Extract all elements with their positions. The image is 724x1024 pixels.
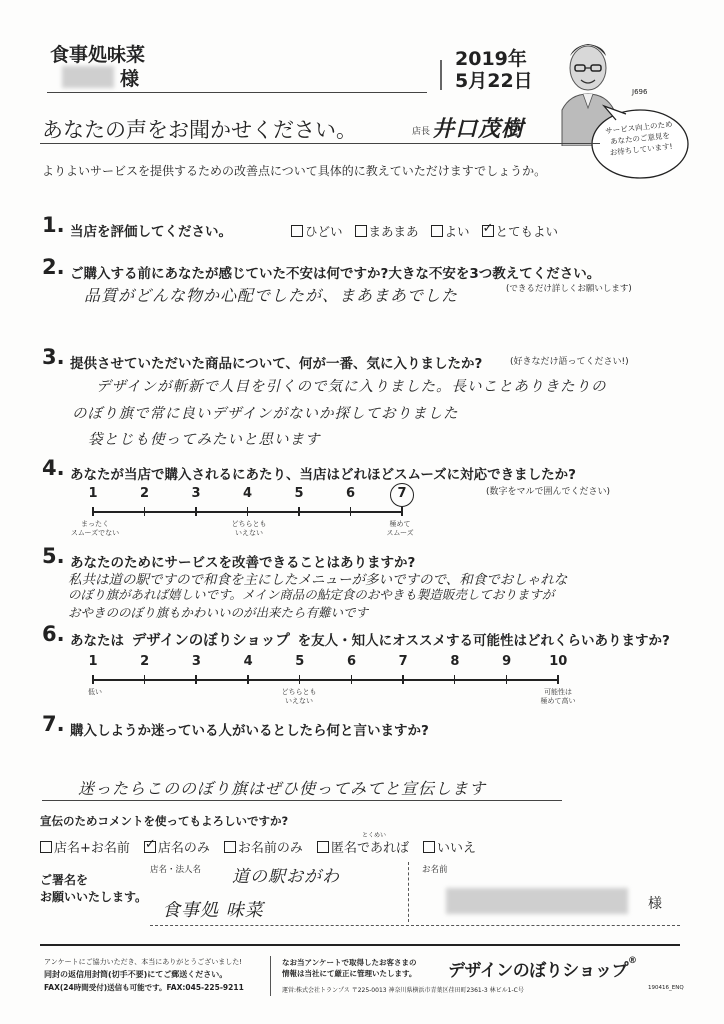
footer-rule [40,944,680,946]
header-underline [47,92,427,93]
q4-scale-tick [144,507,146,516]
checkbox-icon[interactable] [431,225,443,237]
permission-ruby: とくめい [362,832,387,839]
q6-scale-option-2[interactable]: 2 [140,654,150,669]
q3-text: 提供させていただいた商品について、何が一番、気に入りましたか? [70,356,483,372]
q7-answer: 迷ったらこののぼり旗はぜひ使ってみてと宣伝します [78,779,487,798]
main-title: あなたの声をお聞かせください。 [42,118,357,142]
q3-note: (好きなだけ語ってください!) [510,357,629,367]
q4-scale-tick [298,507,300,516]
q4-scale-tick [401,507,403,516]
manager-label: 店長 [412,127,431,137]
permission-option-4[interactable]: いいえ [423,837,476,856]
q4-scale-option-7[interactable]: 7 [397,486,407,501]
footer-code: 190416_ENQ [648,985,684,991]
checked-checkbox-icon[interactable] [144,841,156,853]
q6-text-a: あなたは [70,633,124,649]
title-underline [40,143,600,144]
q6-scale-option-9[interactable]: 9 [502,654,512,669]
footer-middle-line-1: なお当アンケートで取得したお客さまの [282,958,417,967]
permission-option-3[interactable]: 匿名であれば [317,837,409,856]
q3-answer-line-2: のぼり旗で常に良いデザインがないか探しておりました [72,406,459,422]
q5-text: あなたのためにサービスを改善できることはありますか? [70,555,416,571]
q1-option-1[interactable]: まあまあ [355,222,419,240]
q4-number: 4. [42,456,65,480]
q5-answer-line-2: のぼり旗があれば嬉しいです。メイン商品の鮎定食のおやきも製造販売しておりますが [68,587,555,602]
badge-code: J696 [632,88,648,96]
q6-scale-option-8[interactable]: 8 [450,654,460,669]
store-name-line-2: 食事処 味菜 [162,900,264,921]
q2-number: 2. [42,255,65,279]
q6-scale-tick [195,675,197,684]
q6-scale-option-10[interactable]: 10 [549,654,568,669]
signature-divider [408,862,409,922]
permission-option-1[interactable]: ✓ 店名のみ [144,837,210,856]
q6-scale-line [92,679,558,681]
footer-company: 運営:株式会社トランプス 〒225-0013 神奈川県横浜市青葉区荏田町2361-3 林ビル1-C号 [282,987,524,994]
intro-text: よりよいサービスを提供するための改善点について具体的に教えていただけますでしょうか。 [42,164,547,178]
year: 2019年 [455,48,527,70]
q1-number: 1. [42,213,65,237]
store-label: 店名・法人名 [150,865,202,875]
store-name-line-1: 道の駅おがわ [232,867,340,887]
footer-left-line-2: 同封の返信用封筒(切手不要)にてご郵送ください。 [44,970,228,979]
q4-scale-option-2[interactable]: 2 [139,486,150,501]
q6-text-b: を友人・知人にオススメする可能性はどれくらいありますか? [297,633,670,649]
q3-number: 3. [42,345,65,369]
q6-scale-option-5[interactable]: 5 [295,654,305,669]
q1-option-3[interactable]: ✓ とてもよい [482,222,559,240]
signature-label: ご署名を お願いいたします。 [40,873,148,904]
q2-answer: 品質がどんな物か心配でしたが、まあまあでした [84,286,459,305]
q4-scale-tick [195,507,197,516]
q5-answer-line-1: 私共は道の駅ですので和食を主にしたメニューが多いですので、和食でおしゃれな [68,572,568,588]
permission-option-0[interactable]: 店名+お名前 [40,837,130,856]
q1-option-0[interactable]: ひどい [291,222,343,240]
checkbox-icon[interactable] [291,225,303,237]
footer-left-line-3: FAX(24時間受付)送信も可能です。FAX:045-225-9211 [44,983,244,992]
q7-text: 購入しようか迷っている人がいるとしたら何と言いますか? [70,723,429,739]
checkbox-icon[interactable] [423,841,435,853]
q1-options [291,222,558,240]
q2-note: (できるだけ詳しくお願いします) [506,284,632,294]
q6-scale-tick [454,675,456,684]
q3-answer-line-1: デザインが斬新で人目を引くので気に入りました。長いことありきたりの [96,379,607,395]
signature-honorific: 様 [648,896,662,912]
checkbox-icon[interactable] [40,841,52,853]
q2-text: ご購入する前にあなたが感じていた不安は何ですか?大きな不安を3つ教えてください。 [70,266,601,282]
q4-scale-option-3[interactable]: 3 [191,486,201,501]
q6-brand: デザインのぼりショップ [131,633,290,649]
redacted-name [62,66,114,88]
q6-scale-tick [351,675,353,684]
q6-scale-tick [299,675,301,684]
q5-answer-line-3: おやきののぼり旗もかわいいのが出来たら有難いです [68,605,369,620]
q6-scale-option-3[interactable]: 3 [191,654,201,669]
footer-brand-text: デザインのぼりショップ [448,961,628,981]
footer-left-line-1: アンケートにご協力いただき、本当にありがとうございました! [44,958,243,966]
trademark-icon: ® [627,956,637,966]
q4-scale-tick [350,507,352,516]
q4-scale-option-5[interactable]: 5 [294,486,304,501]
header-honorific: 様 [120,68,140,90]
q6-number: 6. [42,622,65,646]
q6-label-low: 低い [88,688,102,696]
q4-scale-tick [92,507,94,516]
q4-label-high: 極めて スムーズ [386,520,414,537]
redacted-signature [446,888,628,914]
q4-scale-option-4[interactable]: 4 [242,486,253,501]
q6-scale-option-6[interactable]: 6 [346,654,357,669]
checkbox-icon[interactable] [317,841,329,853]
q6-scale-option-7[interactable]: 7 [398,654,408,669]
q6-scale-tick [506,675,508,684]
q6-text [70,629,670,650]
q6-scale-tick [144,675,146,684]
bubble-text: サービス向上のため あなたのご意見を お待ちしています! [604,119,673,158]
permission-options [40,837,476,856]
q3-answer-line-3: 袋とじも使ってみたいと思います [88,432,321,448]
q4-scale-option-1[interactable]: 1 [88,486,98,501]
q6-scale-option-1[interactable]: 1 [88,654,98,669]
manager-signature: 井口茂樹 [432,117,525,142]
footer-divider [270,956,271,996]
signature-line [150,925,680,926]
q6-label-high: 可能性は 極めて高い [540,688,576,705]
footer-middle-line-2: 情報は当社にて厳正に管理いたします。 [282,969,417,978]
q4-label-low: まったく スムーズでない [70,520,120,537]
q5-number: 5. [42,544,65,568]
q1-option-2[interactable]: よい [431,222,470,240]
checkbox-icon[interactable] [355,225,367,237]
footer-brand [448,956,636,981]
q6-scale-tick [92,675,94,684]
permission-question: 宣伝のためコメントを使ってもよろしいですか? [40,814,289,828]
shop-name: 食事処味菜 [50,44,146,66]
checkbox-icon[interactable] [224,841,236,853]
permission-option-2[interactable]: お名前のみ [224,837,303,856]
q6-scale-tick [402,675,404,684]
date: 5月22日 [455,70,533,92]
q4-text: あなたが当店で購入されるにあたり、当店はどれほどスムーズに対応できましたか? [70,467,576,483]
name-label: お名前 [422,865,448,875]
q6-scale-tick [247,675,249,684]
header-divider [440,60,442,90]
q7-answer-line [42,800,562,801]
q6-scale-option-4[interactable]: 4 [243,654,253,669]
q1-text: 当店を評価してください。 [70,224,232,240]
q4-selected-circle [390,483,414,507]
q7-number: 7. [42,712,65,736]
q6-scale-tick [557,675,559,684]
q4-scale-tick [247,507,249,516]
q6-label-mid: どちらとも いえない [281,688,317,705]
q4-note: (数字をマルで囲んでください) [486,487,611,497]
q4-label-mid: どちらとも いえない [231,520,267,537]
checked-checkbox-icon[interactable] [482,225,494,237]
q4-scale-option-6[interactable]: 6 [345,486,356,501]
